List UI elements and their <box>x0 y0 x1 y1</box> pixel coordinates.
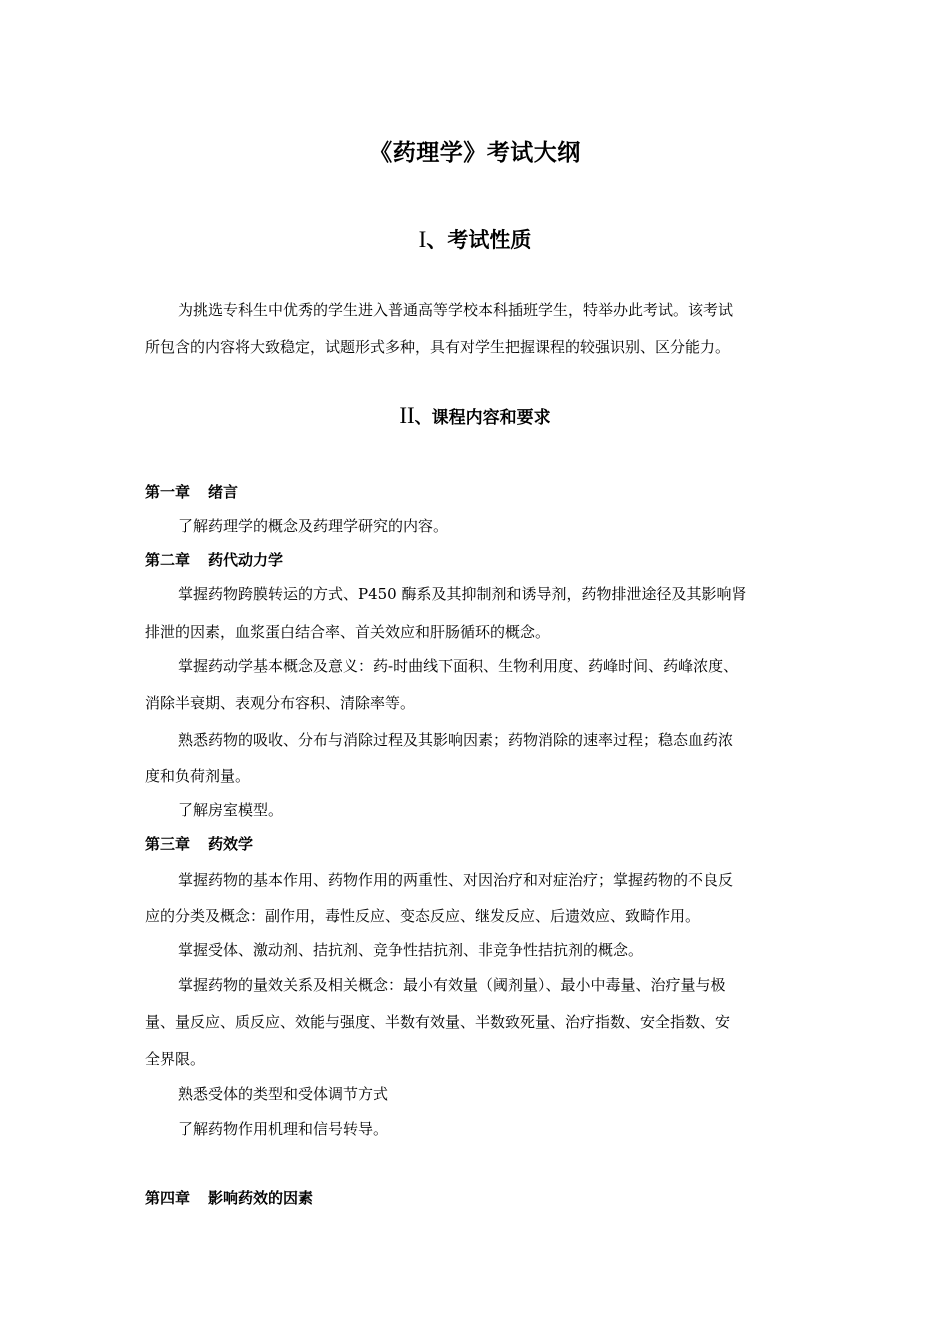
section-number: I <box>418 227 427 252</box>
chapter-name: 影响药效的因素 <box>208 1189 314 1207</box>
text-line: 了解药物作用机理和信号转导。 <box>178 1120 389 1138</box>
text-line: 熟悉药物的吸收、分布与消除过程及其影响因素；药物消除的速率过程；稳态血药浓 <box>178 731 734 749</box>
text-line: 熟悉受体的类型和受体调节方式 <box>178 1085 389 1103</box>
intro-line: 所包含的内容将大致稳定，试题形式多种，具有对学生把握课程的较强识别、区分能力。 <box>145 338 731 356</box>
text-line: 排泄的因素，血浆蛋白结合率、首关效应和肝肠循环的概念。 <box>145 623 551 641</box>
section-heading-course-content <box>0 403 950 429</box>
text-line: 全界限。 <box>145 1050 206 1068</box>
section-number: II <box>399 403 415 428</box>
chapter-name: 绪言 <box>208 483 239 501</box>
chapter-number: 第四章 <box>145 1189 191 1207</box>
text-line: 了解药理学的概念及药理学研究的内容。 <box>178 517 449 535</box>
text-line: 掌握药物跨膜转运的方式、P450 酶系及其抑制剂和诱导剂，药物排泄途径及其影响肾 <box>178 585 747 603</box>
section-title: 、考试性质 <box>426 227 532 252</box>
text-line: 掌握药动学基本概念及意义：药-时曲线下面积、生物利用度、药峰时间、药峰浓度、 <box>178 657 739 675</box>
chapter-heading <box>145 833 253 854</box>
section-heading-exam-nature <box>0 224 950 254</box>
text-line: 量、量反应、质反应、效能与强度、半数有效量、半数致死量、治疗指数、安全指数、安 <box>145 1013 731 1031</box>
intro-paragraph <box>145 292 807 366</box>
document-title: 《药理学》考试大纲 <box>369 139 581 166</box>
text-line: 消除半衰期、表观分布容积、清除率等。 <box>145 694 416 712</box>
text-line: 度和负荷剂量。 <box>145 767 251 785</box>
chapter-number: 第三章 <box>145 835 191 853</box>
section-title: 、课程内容和要求 <box>414 408 551 428</box>
chapter-heading <box>145 1187 313 1208</box>
intro-line: 为挑选专科生中优秀的学生进入普通高等学校本科插班学生，特举办此考试。该考试 <box>178 301 734 319</box>
chapter-name: 药效学 <box>208 835 254 853</box>
chapter-heading <box>145 549 283 570</box>
text-line: 掌握药物的基本作用、药物作用的两重性、对因治疗和对症治疗；掌握药物的不良反 <box>178 871 734 889</box>
chapter-heading <box>145 481 238 502</box>
text-line: 掌握药物的量效关系及相关概念：最小有效量（阈剂量）、最小中毒量、治疗量与极 <box>178 976 726 994</box>
text-line: 应的分类及概念：副作用，毒性反应、变态反应、继发反应、后遗效应、致畸作用。 <box>145 907 701 925</box>
chapter-name: 药代动力学 <box>208 551 284 569</box>
chapter-number: 第二章 <box>145 551 191 569</box>
chapter-number: 第一章 <box>145 483 191 501</box>
text-line: 了解房室模型。 <box>178 801 284 819</box>
text-line: 掌握受体、激动剂、拮抗剂、竞争性拮抗剂、非竞争性拮抗剂的概念。 <box>178 941 644 959</box>
